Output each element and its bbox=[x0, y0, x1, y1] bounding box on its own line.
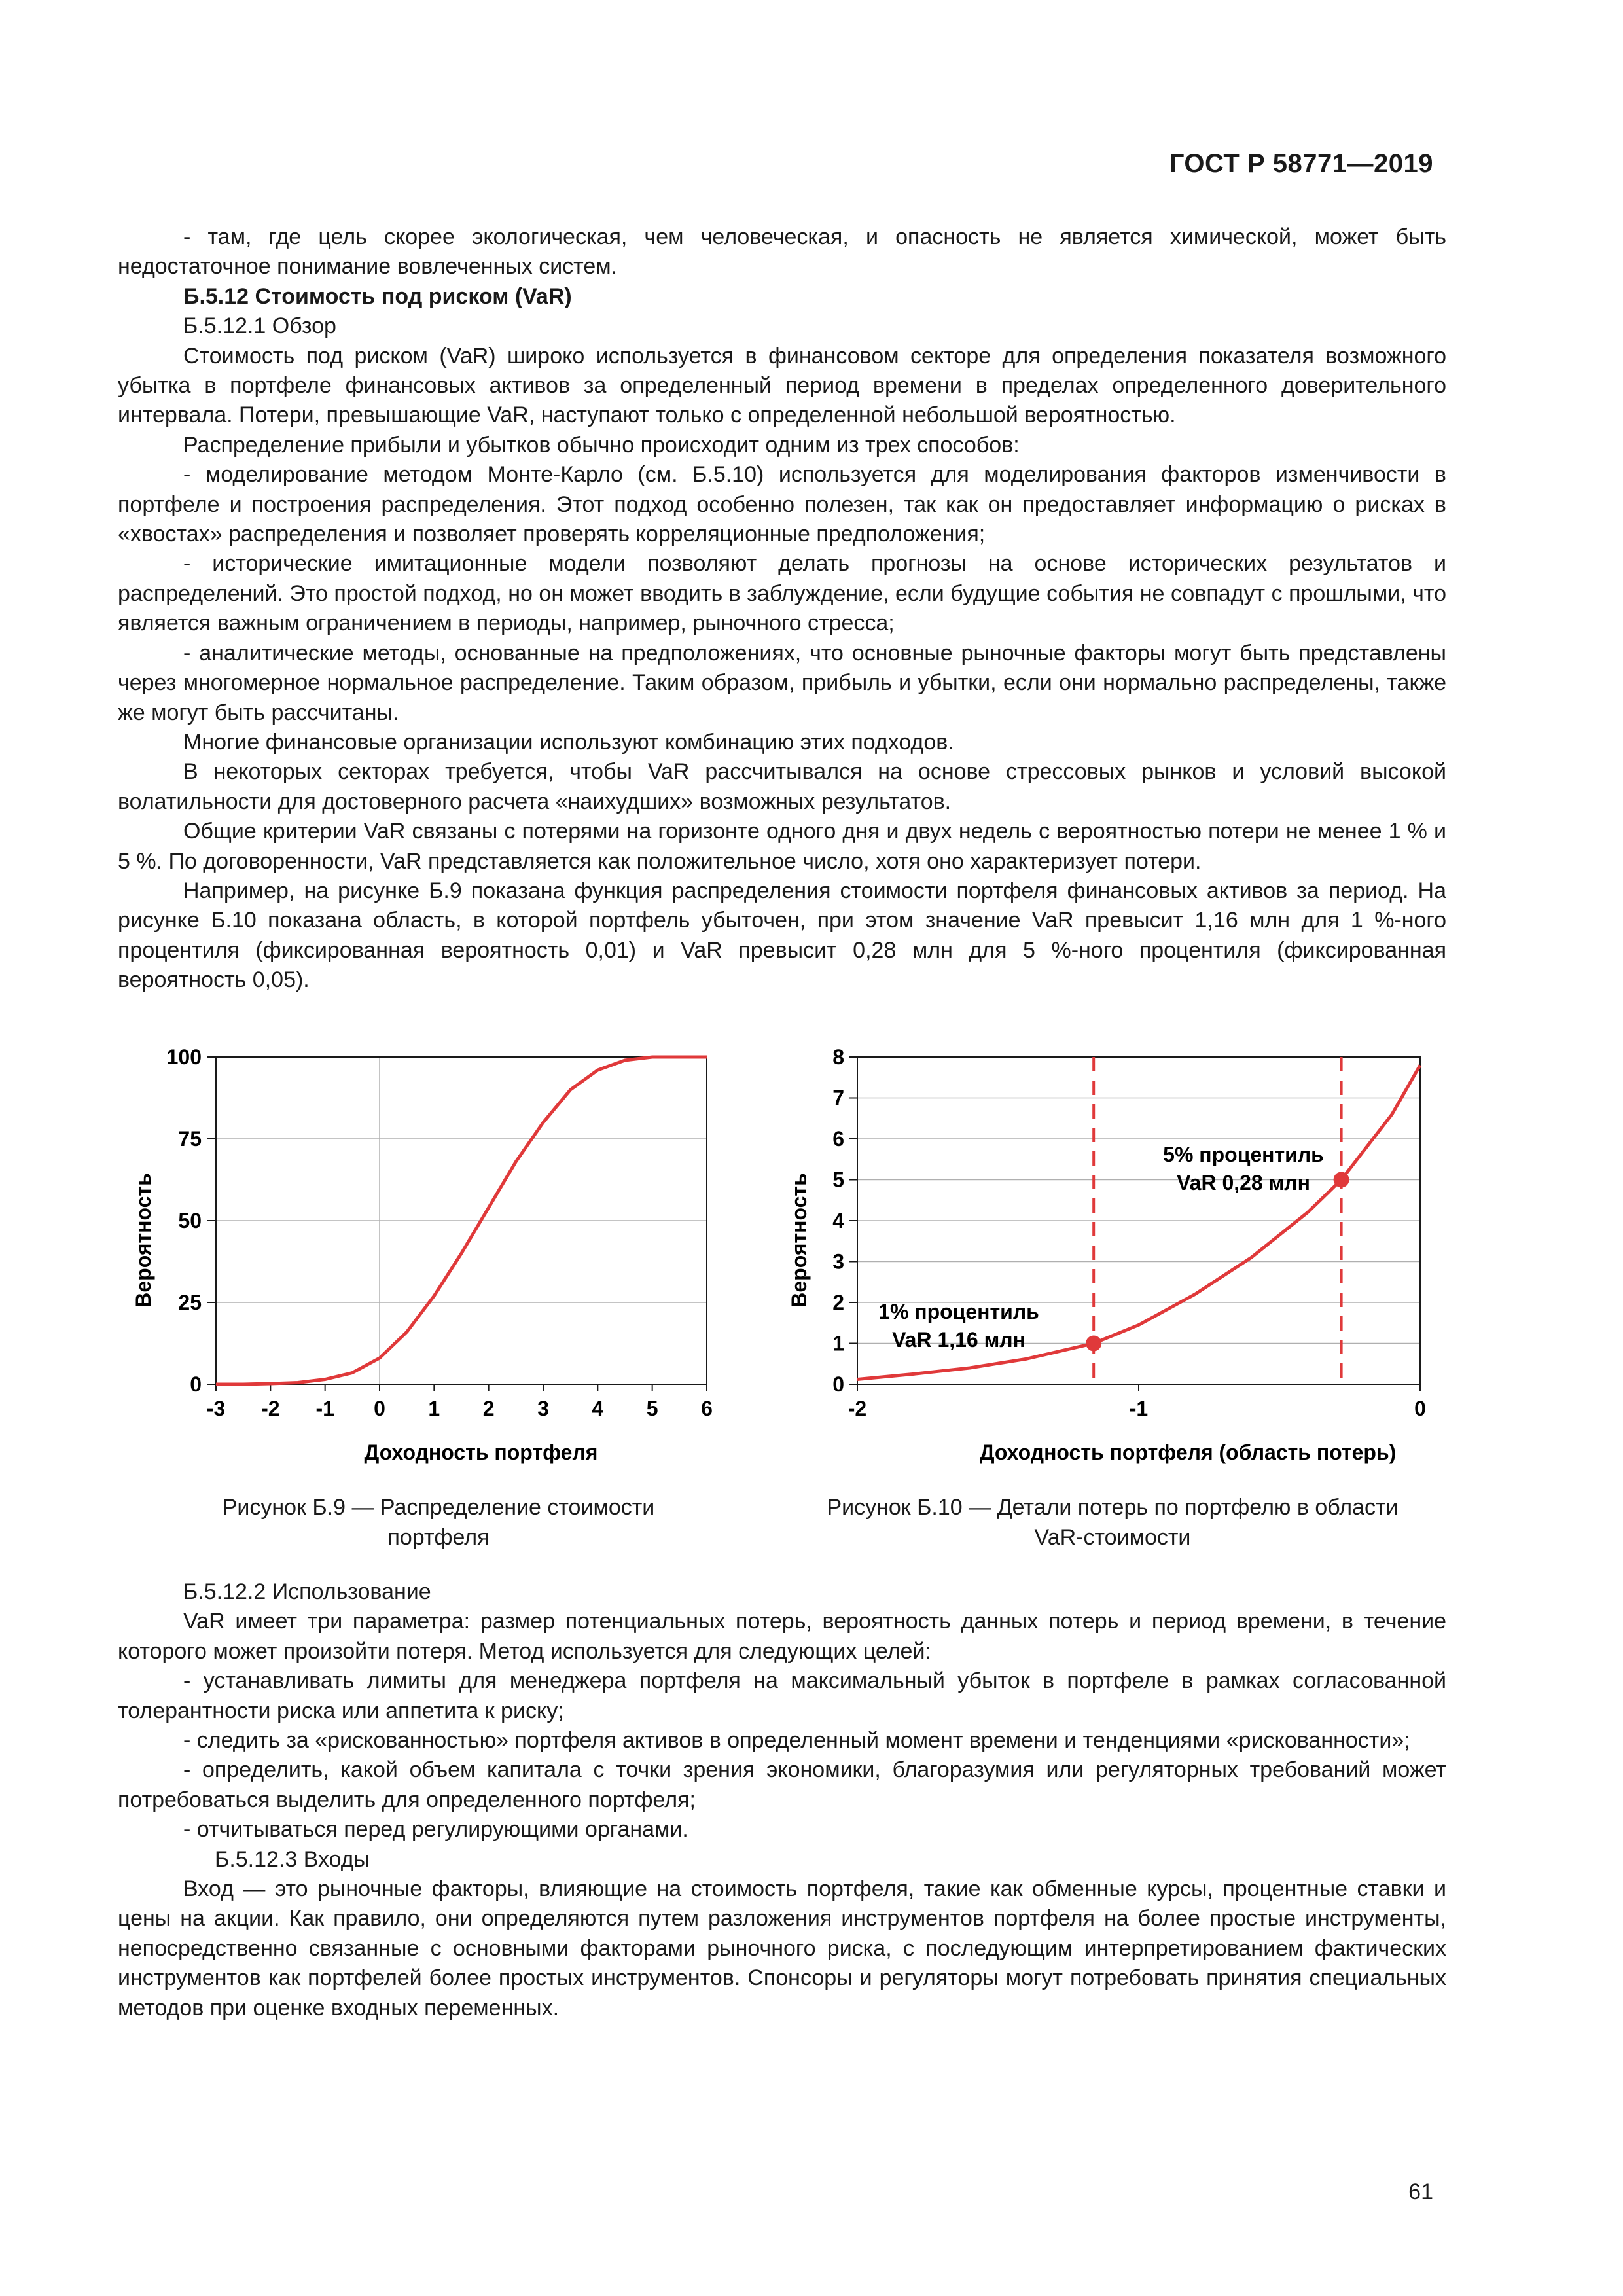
y-axis-label: Вероятность bbox=[787, 1173, 811, 1308]
list-item: - моделирование методом Монте-Карло (см. Б.5.10) используется для моделирования факторов изменчивости в портфеле и построения распределения. Этот подход особенно полезен, так как он предоставляет информацию о рисках в «хвостах» распределения и позволяет проверять корреляционные предположения; bbox=[118, 462, 1446, 547]
x-tick-label: 4 bbox=[592, 1397, 604, 1420]
list-item: - аналитические методы, основанные на предположениях, что основные рыночные факторы могут быть представлены через многомерное нормальное распределение. Таким образом, прибыль и убытки, если они нормально распределены, также же могут быть рассчитаны. bbox=[118, 640, 1446, 725]
caption-line: VaR-стоимости bbox=[1034, 1525, 1191, 1550]
paragraph: Например, на рисунке Б.9 показана функция распределения стоимости портфеля финансовых активов за период. На рисунке Б.10 показана область, в которой портфель убыточен, при этом значение VaR превысит 1,16 млн для 1 %-ного процентиля (фиксированная вероятность 0,01) и VaR превысит 0,28 млн для 5 %-ного процентиля (фиксированная вероятность 0,05). bbox=[118, 878, 1446, 993]
y-tick-label: 4 bbox=[832, 1209, 844, 1232]
x-tick-label: 5 bbox=[646, 1397, 658, 1420]
figure2-caption bbox=[772, 1492, 1453, 1552]
tick-labels bbox=[167, 1045, 713, 1420]
subsection-heading: Б.5.12.1 Обзор bbox=[183, 314, 336, 339]
annotation-5pct-label: 5% процентиль bbox=[1163, 1143, 1324, 1166]
y-tick-label: 6 bbox=[832, 1127, 844, 1151]
top-text bbox=[118, 223, 1446, 996]
x-tick-label: 3 bbox=[537, 1397, 549, 1420]
list-item: - устанавливать лимиты для менеджера портфеля на максимальный убыток в портфеле в рамках согласованной толерантности риска или аппетита к риску; bbox=[118, 1668, 1446, 1723]
caption-line: Рисунок Б.9 — Распределение стоимости bbox=[222, 1495, 655, 1520]
x-tick-label: 6 bbox=[701, 1397, 713, 1420]
caption-line: Рисунок Б.10 — Детали потерь по портфелю в области bbox=[827, 1495, 1399, 1520]
x-axis-label: Доходность портфеля (область потерь) bbox=[979, 1441, 1397, 1464]
paragraph: В некоторых секторах требуется, чтобы VaR рассчитывался на основе стрессовых рынков и условий высокой волатильности для достоверного расчета «наихудших» возможных результатов. bbox=[118, 759, 1446, 814]
x-tick-label: -1 bbox=[1129, 1397, 1149, 1420]
bottom-text bbox=[118, 1577, 1446, 2023]
section-heading: Б.5.12 Стоимость под риском (VaR) bbox=[183, 283, 572, 309]
var-point bbox=[1086, 1336, 1101, 1352]
chart-distribution bbox=[118, 1044, 746, 1476]
y-tick-label: 7 bbox=[832, 1086, 844, 1110]
x-axis-label: Доходность портфеля bbox=[364, 1441, 598, 1464]
y-axis-label: Вероятность bbox=[132, 1173, 155, 1308]
paragraph: Распределение прибыли и убытков обычно происходит одним из трех способов: bbox=[183, 432, 1020, 457]
y-tick-label: 100 bbox=[166, 1045, 202, 1069]
list-item: - определить, какой объем капитала с точки зрения экономики, благоразумия или регуляторных требований может потребоваться выделить для определенного портфеля; bbox=[118, 1757, 1446, 1812]
y-tick-label: 0 bbox=[832, 1372, 844, 1396]
y-tick-label: 5 bbox=[832, 1168, 844, 1192]
x-tick-label: -1 bbox=[315, 1397, 334, 1420]
paragraph: Стоимость под риском (VaR) широко используется в финансовом секторе для определения показателя возможного убытка в портфеле финансовых активов за определенный период времени в пределах определенного доверительного интервала. Потери, превышающие VaR, наступают только с определенной небольшой вероятностью. bbox=[118, 343, 1446, 428]
document-code: ГОСТ Р 58771—2019 bbox=[1169, 149, 1433, 178]
list-item: - исторические имитационные модели позволяют делать прогнозы на основе исторических результатов и распределений. Это простой подход, но он может вводить в заблуждение, если будущие события не совпадут с прошлыми, что является важным ограничением в периоды, например, рыночного стресса; bbox=[118, 551, 1446, 636]
var-point bbox=[1334, 1172, 1349, 1188]
x-tick-label: 2 bbox=[482, 1397, 495, 1420]
subsection-heading: Б.5.12.2 Использование bbox=[183, 1579, 431, 1604]
list-item: - следить за «рискованностью» портфеля активов в определенный момент времени и тенденциями «рискованности»; bbox=[183, 1728, 1410, 1753]
x-tick-label: 1 bbox=[428, 1397, 440, 1420]
paragraph: Вход — это рыночные факторы, влияющие на стоимость портфеля, такие как обменные курсы, процентные ставки и цены на акции. Как правило, они определяются путем разложения инструментов портфеля на более простые инструменты, непосредственно связанные с основными факторами рыночного риска, с последующим интерпретированием фактических инструментов как портфелей более простых инструментов. Спонсоры и регуляторы могут потребовать принятия специальных методов при оценке входных переменных. bbox=[118, 1876, 1446, 2020]
x-tick-label: -3 bbox=[206, 1397, 226, 1420]
y-tick-label: 75 bbox=[178, 1127, 202, 1151]
annotation-1pct-value: VaR 1,16 млн bbox=[892, 1328, 1026, 1352]
paragraph: VaR имеет три параметра: размер потенциальных потерь, вероятность данных потерь и период времени, в течение которого может произойти потеря. Метод используется для следующих целей: bbox=[118, 1609, 1446, 1664]
caption-line: портфеля bbox=[387, 1525, 490, 1550]
paragraph: - там, где цель скорее экологическая, чем человеческая, и опасность не является химической, может быть недостаточное понимание вовлеченных систем. bbox=[118, 224, 1446, 279]
y-tick-label: 8 bbox=[832, 1045, 844, 1069]
paragraph: Многие финансовые организации используют комбинацию этих подходов. bbox=[183, 729, 954, 755]
annotation-1pct-label: 1% процентиль bbox=[878, 1300, 1039, 1323]
y-tick-label: 2 bbox=[832, 1291, 844, 1314]
annotation-5pct-value: VaR 0,28 млн bbox=[1177, 1171, 1310, 1194]
y-tick-label: 1 bbox=[832, 1331, 844, 1355]
y-tick-label: 0 bbox=[190, 1372, 202, 1396]
chart-var-detail bbox=[779, 1044, 1453, 1476]
figures-area bbox=[118, 1044, 1446, 1554]
chart-grid bbox=[207, 1057, 707, 1391]
subsection-heading: Б.5.12.3 Входы bbox=[215, 1846, 370, 1872]
figure1-caption bbox=[144, 1492, 733, 1552]
x-tick-label: -2 bbox=[261, 1397, 280, 1420]
y-tick-label: 50 bbox=[178, 1209, 202, 1232]
x-tick-label: 0 bbox=[374, 1397, 385, 1420]
y-tick-label: 25 bbox=[178, 1291, 202, 1314]
tick-labels bbox=[832, 1045, 1426, 1420]
paragraph: Общие критерии VaR связаны с потерями на горизонте одного дня и двух недель с вероятностью потери не менее 1 % и 5 %. По договоренности, VaR представляется как положительное число, хотя оно характеризует потери. bbox=[118, 819, 1446, 874]
x-tick-label: -2 bbox=[847, 1397, 867, 1420]
x-tick-label: 0 bbox=[1414, 1397, 1426, 1420]
y-tick-label: 3 bbox=[832, 1249, 844, 1274]
page-number: 61 bbox=[1408, 2179, 1433, 2204]
list-item: - отчитываться перед регулирующими органами. bbox=[183, 1817, 688, 1842]
